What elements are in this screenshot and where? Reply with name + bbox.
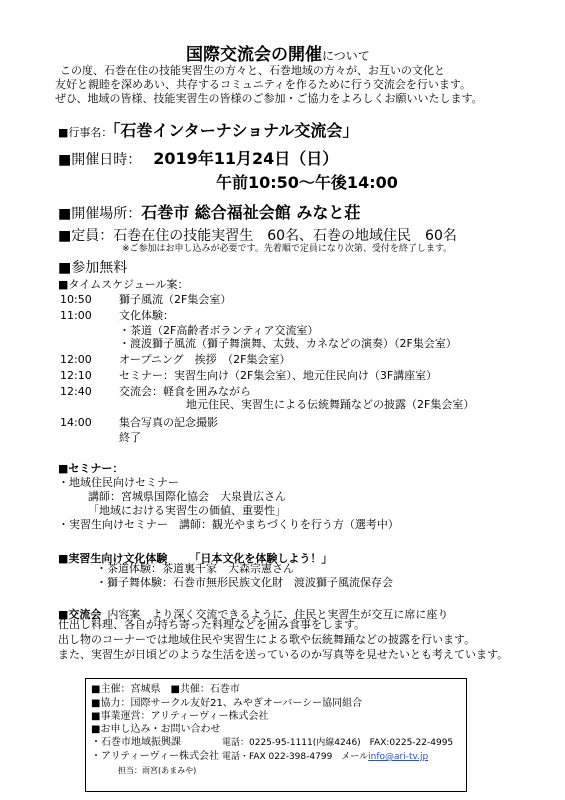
cooperation: ■協力：国際サークル友好21、みやぎオーバーシー協同組合 [91, 698, 363, 709]
intro-line-3: ぜひ、地域の皆様、技能実習生の皆様のご参加・ご協力をよろしくお願いいたします。 [55, 92, 483, 105]
schedule-text: ・茶道（2F高齢者ボランティア交流室） [119, 324, 319, 337]
culture-line: ・獅子舞体験：石巻市無形民族文化財 渡波獅子風流保存会 [96, 576, 393, 589]
event-name: 「石巻インターナショナル交流会」 [112, 121, 359, 140]
exchange-line: 内容案 より深く交流できるように、住民と実習生が交互に席に座り [107, 608, 449, 621]
schedule-time: 12:00 [60, 353, 92, 366]
schedule-label: ■タイムスケジュール案： [58, 278, 189, 291]
title-main: 国際交流会の開催 [186, 45, 322, 65]
seminar-line: 「地域における実習生の価値、重要性」 [88, 504, 286, 517]
contact1-name: ・石巻市地域振興課 [91, 737, 181, 748]
schedule-time: 12:40 [60, 385, 92, 398]
culture-theme: 「日本文化を体験しよう！」 [189, 552, 333, 565]
schedule-text: オープニング 挨拶 （2F集会室） [119, 353, 291, 366]
contact2-name: ・アリティーヴィー株式会社 [91, 751, 219, 762]
schedule-text: 文化体験： [119, 309, 174, 322]
schedule-text: 獅子風流（2F集会室） [119, 293, 232, 306]
intro-line-1: この度、石巻在住の技能実習生の方々と、石巻地域の方々が、お互いの文化と [60, 64, 445, 77]
exchange-label: ■交流会 [58, 608, 102, 621]
event-venue-label: ■開催場所： [58, 206, 142, 222]
schedule-text: 終了 [119, 431, 141, 444]
seminar-line: ・実習生向けセミナー 講師：観光やまちづくりを行う方（選考中） [58, 518, 399, 531]
email-link[interactable]: info@ari-tv.jp [368, 752, 429, 762]
schedule-text: 交流会：軽食を囲みながら [119, 385, 251, 398]
culture-line: ・茶道体験：茶道裏千家 大森宗憲さん [96, 562, 294, 575]
capacity-note: ※ご参加はお申し込みが必要です。先着順で定員になり次第、受付を終了します。 [122, 244, 453, 254]
event-venue-row [58, 203, 360, 223]
culture-label: ■実習生向け文化体験 [58, 552, 168, 565]
event-venue: 石巻市 総合福祉会館 みなと荘 [141, 203, 361, 222]
event-name-row [58, 121, 358, 141]
exchange-line: また、実習生が日頃どのような生活を送っているのか写真等を見せたいとも考えています。 [58, 648, 509, 661]
event-name-label: ■行事名： [58, 126, 113, 139]
contact-person: 担当：雨宮(あまみや) [118, 766, 197, 775]
seminar-label: ■セミナー： [58, 462, 124, 475]
contact2-tel: 電話・FAX 022-398-4799 メール [222, 752, 369, 762]
schedule-time: 14:00 [60, 416, 92, 429]
operation: ■事業運営：アリティーヴィー株式会社 [91, 711, 269, 722]
schedule-time: 11:00 [60, 309, 92, 322]
event-time: 午前10:50～午後14:00 [216, 173, 398, 192]
organizer: ■主催：宮城県 ■共催：石巻市 [91, 684, 240, 695]
schedule-text: ・渡波獅子風流（獅子舞演舞、太鼓、カネなどの演奏）（2F集会室） [119, 337, 457, 350]
schedule-text: 地元住民、実習生による伝統舞踊などの披露（2F集会室） [186, 398, 475, 411]
event-capacity: 石巻在住の技能実習生 60名、石巻の地域住民 60名 [113, 228, 457, 244]
schedule-time: 12:10 [60, 369, 92, 382]
event-capacity-label: ■定員： [58, 228, 114, 244]
fee-label: ■参加無料 [58, 260, 128, 276]
seminar-line: 講師：宮城県国際化協会 大泉貴広さん [88, 490, 286, 503]
contact-label: ■お申し込み・お問い合わせ [91, 724, 221, 735]
schedule-time: 10:50 [60, 293, 92, 306]
schedule-text: 集合写真の記念撮影 [119, 416, 218, 429]
contact1-tel: 電話：0225-95-1111(内線4246) FAX:0225-22-4995 [222, 738, 454, 748]
schedule-text: セミナー：実習生向け（2F集会室）、地元住民向け（3F講座室） [119, 369, 438, 382]
exchange-line: 出し物のコーナーでは地域住民や実習生による歌や伝統舞踊などの披露を行います。 [58, 633, 476, 646]
exchange-line: 仕出し料理、各自が持ち寄った料理などを囲み食事をします。 [58, 618, 366, 631]
event-date-label: ■開催日時： [58, 152, 142, 168]
page-title [186, 40, 370, 65]
seminar-line: ・地域住民向けセミナー [58, 476, 179, 489]
title-suffix: について [322, 49, 370, 63]
contact2-contact [222, 752, 428, 763]
event-date: 2019年11月24日（日） [153, 149, 339, 168]
event-date-row [58, 149, 338, 169]
event-capacity-row [58, 225, 457, 244]
intro-line-2: 友好と親睦を深めあい、共存するコミュニティを作るために行う交流会を行います。 [55, 78, 472, 91]
